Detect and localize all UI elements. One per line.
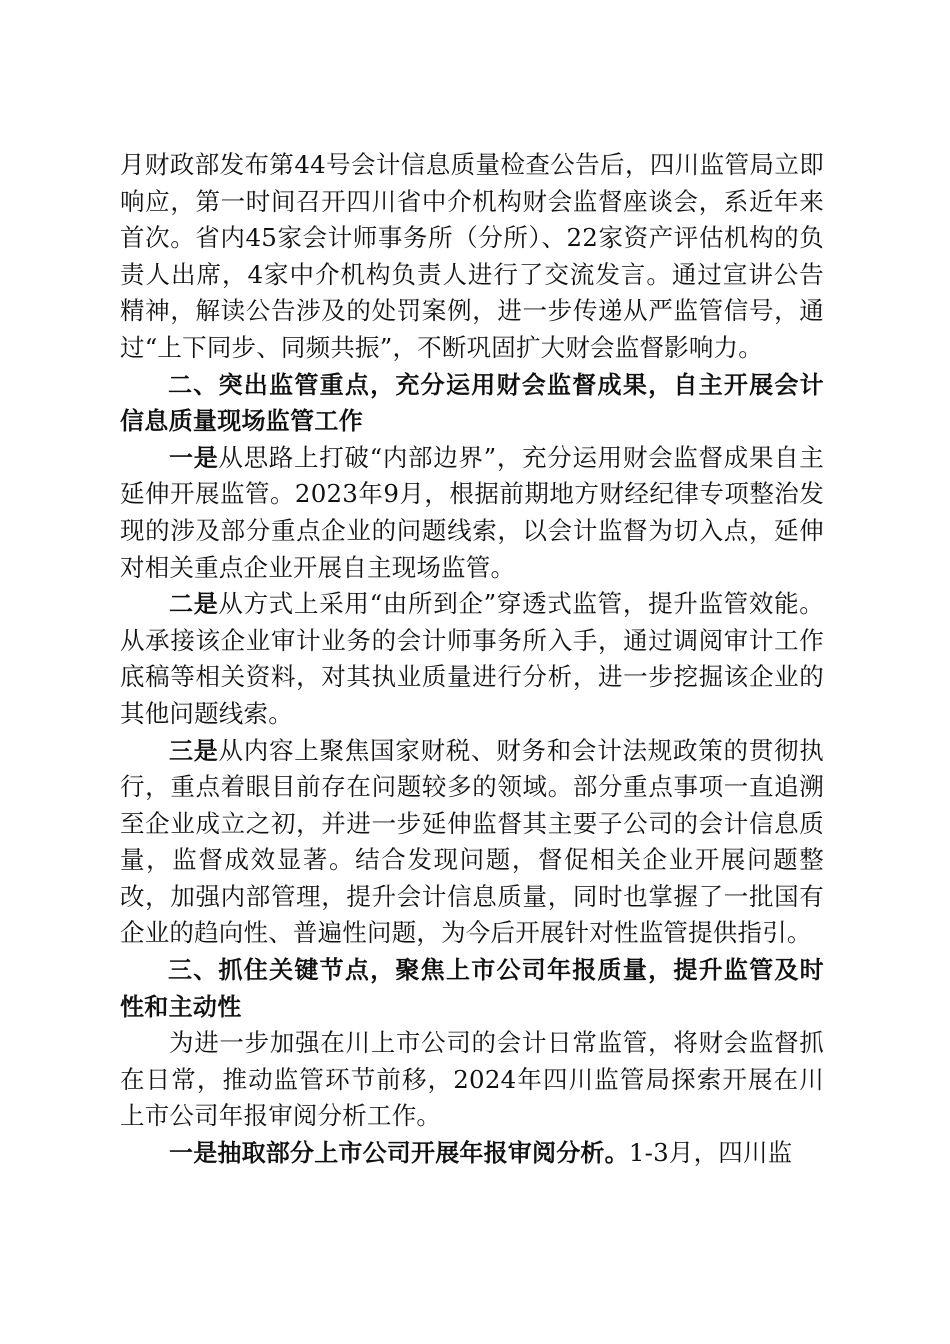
paragraph-4-text: 从内容上聚焦国家财税、财务和会计法规政策的贯彻执行，重点着眼目前存在问题较多的领域。部分重点事项一直追溯至企业成立之初，并进一步延伸监督其主要子公司的会计信息质量，监督成效显著。结合发现问题，督促相关企业开展问题整改，加强内部管理，提升会计信息质量，同时也掌握了一批国有企业的趋向性、普遍性问题，为今后开展针对性监管提供指引。 bbox=[120, 735, 824, 948]
paragraph-2-text: 从思路上打破“内部边界”，充分运用财会监督成果自主延伸开展监管。2023年9月，根据前期地方财经纪律专项整治发现的涉及部分重点企业的问题线索，以会计监督为切入点，延伸对相关重点企业开展自主现场监管。 bbox=[120, 442, 824, 582]
paragraph-3-text: 从方式上采用“由所到企”穿透式监管，提升监管效能。从承接该企业审计业务的会计师事务所入手，通过调阅审计工作底稿等相关资料，对其执业质量进行分析，进一步挖掘该企业的其他问题线索。 bbox=[120, 589, 824, 728]
paragraph-1: 月财政部发布第44号会计信息质量检查公告后，四川监管局立即响应，第一时间召开四川省中介机构财会监督座谈会，系近年来首次。省内45家会计师事务所（分所）、22家资产评估机构的负责人出席，4家中介机构负责人进行了交流发言。通过宣讲公告精神，解读公告涉及的处罚案例，进一步传递从严监管信号，通过“上下同步、同频共振”，不断巩固扩大财会监督影响力。 bbox=[120, 150, 824, 362]
paragraph-2-lead: 一是 bbox=[169, 443, 219, 472]
paragraph-3 bbox=[120, 586, 824, 732]
paragraph-4 bbox=[120, 733, 824, 953]
paragraph-4-lead: 三是 bbox=[169, 736, 219, 765]
paragraph-6-lead: 一是抽取部分上市公司开展年报审阅分析。 bbox=[169, 1139, 629, 1168]
section-heading-2: 二、突出监管重点，充分运用财会监督成果，自主开展会计信息质量现场监管工作 bbox=[120, 370, 824, 436]
section-heading-3: 三、抓住关键节点，聚焦上市公司年报质量，提升监管及时性和主动性 bbox=[120, 956, 824, 1021]
paragraph-3-lead: 二是 bbox=[169, 590, 219, 619]
document-page bbox=[120, 147, 824, 1172]
paragraph-6-text: 1-3月，四川监 bbox=[628, 1138, 793, 1168]
paragraph-5: 为进一步加强在川上市公司的会计日常监管，将财会监督抓在日常，推动监管环节前移，2024年四川监管局探索开展在川上市公司年报审阅分析工作。 bbox=[120, 1028, 824, 1131]
paragraph-2 bbox=[120, 440, 824, 586]
paragraph-6 bbox=[120, 1135, 824, 1172]
